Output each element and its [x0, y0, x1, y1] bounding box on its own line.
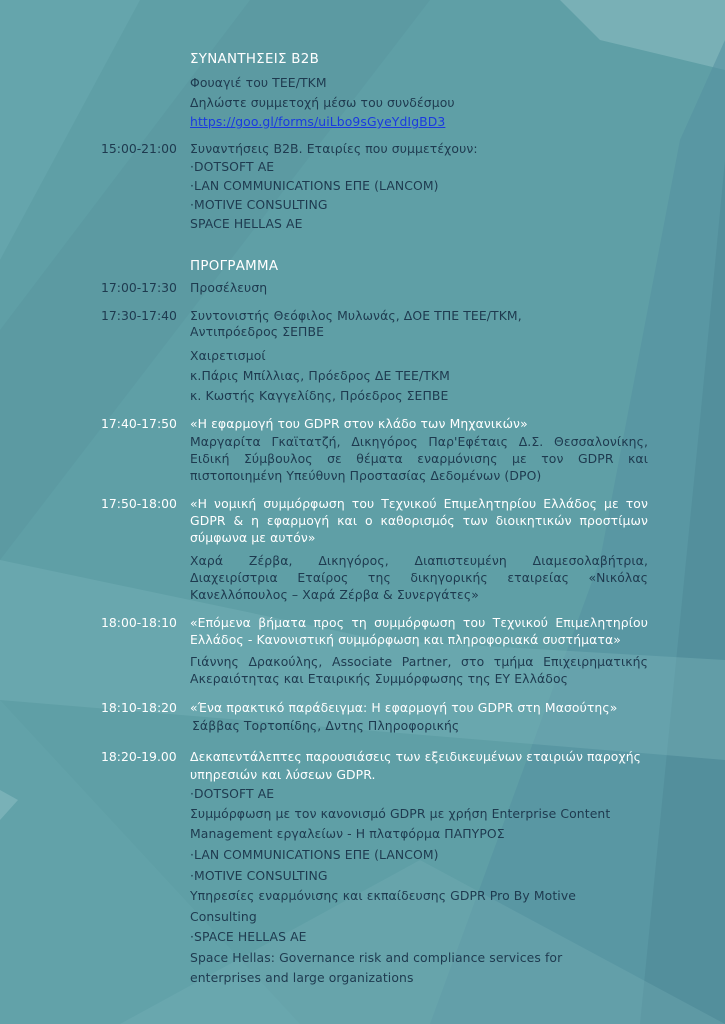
program-line: ·MOTIVE CONSULTING — [190, 868, 328, 883]
b2b-company: ·DOTSOFT AE — [190, 159, 275, 174]
program-talk-title: «Η νομική συμμόρφωση του Τεχνικού Επιμελητηρίου Ελλάδος με τον GDPR & η εφαρμογή και ο καθορισμός των διοικητικών προστίμων σύμφωνα με αυτόν» — [190, 496, 648, 545]
program-line: ·LAN COMMUNICATIONS ΕΠΕ (LANCOM) — [190, 847, 439, 862]
program-line: κ. Κωστής Καγγελίδης, Πρόεδρος ΣΕΠΒΕ — [190, 388, 449, 403]
b2b-registration-link[interactable]: https://goo.gl/forms/uiLbo9sGyeYdIgBD3 — [190, 114, 446, 129]
program-time: 18:00-18:10 — [101, 615, 177, 630]
program-line: enterprises and large organizations — [190, 970, 414, 985]
program-line: Υπηρεσίες εναρμόνισης και εκπαίδευσης GDPR Pro By Motive — [190, 888, 576, 903]
b2b-company: ·LAN COMMUNICATIONS ΕΠΕ (LANCOM) — [190, 178, 439, 193]
program-time: 18:20-19.00 — [101, 749, 177, 764]
b2b-company: ·MOTIVE CONSULTING — [190, 197, 328, 212]
program-line: κ.Πάρις Μπίλλιας, Πρόεδρος ΔΕ ΤΕΕ/ΤΚΜ — [190, 368, 450, 383]
program-time: 18:10-18:20 — [101, 700, 177, 715]
program-line: Συντονιστής Θεόφιλος Μυλωνάς, ΔΟΕ ΤΠΕ ΤΕΕ/ΤΚΜ, — [190, 308, 522, 323]
b2b-title: ΣΥΝΑΝΤΗΣΕΙΣ B2B — [190, 52, 320, 67]
program-speaker: Χαρά Ζέρβα, Δικηγόρος, Διαπιστευμένη Διαμεσολαβήτρια, Διαχειρίστρια Εταίρος της δικηγορικής εταιρείας «Νικόλας Κανελλόπουλος – Χαρά Ζέρβα & Συνεργάτες» — [190, 553, 648, 602]
program-speaker: Μαργαρίτα Γκαϊτατζή, Δικηγόρος Παρ'Εφέταις Δ.Σ. Θεσσαλονίκης, Ειδική Σύμβουλος σε θέματα εναρμόνισης με τον GDPR και πιστοποιημένη Υπεύθυνη Προστασίας Δεδομένων (DPO) — [190, 434, 648, 483]
program-line: ·DOTSOFT AE — [190, 786, 275, 801]
program-talk-title: «Ένα πρακτικό παράδειγμα: Η εφαρμογή του GDPR στη Μασούτης» — [190, 700, 618, 715]
program-line: ·SPACE HELLAS AE — [190, 929, 307, 944]
program-line: Συμμόρφωση με τον κανονισμό GDPR με χρήση Enterprise Content — [190, 806, 611, 821]
program-time: 17:50-18:00 — [101, 496, 177, 511]
program-speaker: Γιάννης Δρακούλης, Associate Partner, στο τμήμα Επιχειρηματικής Ακεραιότητας και Εταιρικής Συμμόρφωσης της ΕΥ Ελλάδος — [190, 654, 648, 686]
program-talk-title: «Επόμενα βήματα προς τη συμμόρφωση του Τεχνικού Επιμελητηρίου Ελλάδος - Κανονιστική συμμόρφωση και πληροφοριακά συστήματα» — [190, 615, 648, 647]
b2b-venue: Φουαγιέ του ΤΕΕ/ΤΚΜ — [190, 75, 327, 90]
b2b-time: 15:00-21:00 — [101, 141, 177, 156]
program-talk-title: «Η εφαρμογή του GDPR στον κλάδο των Μηχανικών» — [190, 416, 528, 431]
program-line: Χαιρετισμοί — [190, 348, 266, 363]
program-time: 17:40-17:50 — [101, 416, 177, 431]
program-line: Αντιπρόεδρος ΣΕΠΒΕ — [190, 324, 324, 339]
program-line: υπηρεσιών και λύσεων GDPR. — [190, 767, 376, 782]
program-line: Management εργαλείων - Η πλατφόρμα ΠΑΠΥΡΟΣ — [190, 826, 505, 841]
program-time: 17:00-17:30 — [101, 280, 177, 295]
program-title: ΠΡΟΓΡΑΜΜΑ — [190, 259, 279, 274]
program-speaker: Σάββας Τορτοπίδης, Δντης Πληροφορικής — [192, 718, 460, 733]
b2b-description: Συναντήσεις B2B. Εταιρίες που συμμετέχουν: — [190, 141, 478, 156]
program-line: Προσέλευση — [190, 280, 268, 295]
program-line: Δεκαπεντάλεπτες παρουσιάσεις των εξειδικευμένων εταιριών παροχής — [190, 749, 642, 764]
b2b-company: SPACE HELLAS AE — [190, 216, 303, 231]
program-line: Space Hellas: Governance risk and compliance services for — [190, 950, 563, 965]
program-line: Consulting — [190, 909, 257, 924]
b2b-register-text: Δηλώστε συμμετοχή μέσω του συνδέσμου — [190, 95, 455, 110]
program-time: 17:30-17:40 — [101, 308, 177, 323]
